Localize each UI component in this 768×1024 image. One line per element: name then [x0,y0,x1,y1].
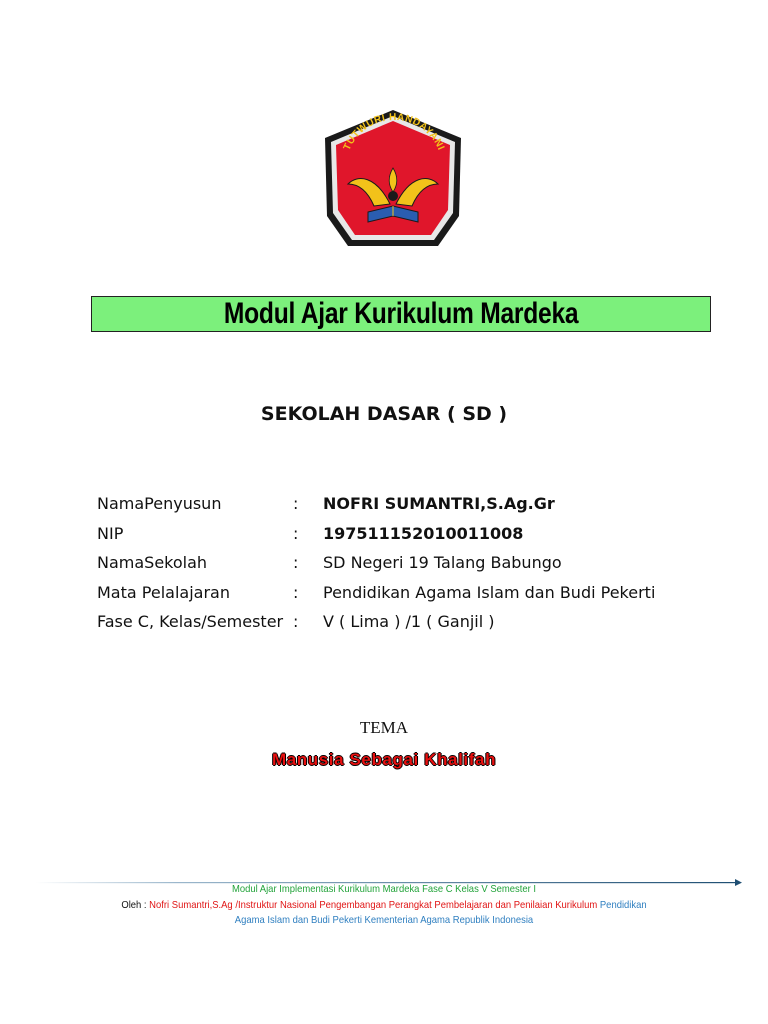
footer-author: Nofri Sumantri,S.Ag /Instruktur Nasional Pengembangan Perangkat Pembelajaran dan Penilaian Kurikulum [149,899,598,911]
footer-by-prefix: Oleh : [121,899,150,911]
info-colon: : [293,523,299,543]
theme-title: Manusia Sebagai Khalifah [271,750,497,769]
info-value: V ( Lima ) /1 ( Ganjil ) [323,612,495,631]
footer-line-1: Modul Ajar Implementasi Kurikulum Mardeka Fase C Kelas V Semester I [231,883,537,895]
info-colon: : [293,582,299,602]
info-colon: : [293,612,299,631]
footer-line-2 [38,899,729,911]
info-label: NamaPenyusun [97,494,222,513]
document-title: Modul Ajar Kurikulum Mardeka [223,297,579,330]
info-value: Pendidikan Agama Islam dan Budi Pekerti [323,582,656,602]
info-colon: : [293,553,299,572]
theme-label: TEMA [359,718,409,737]
logo-motto: TUTWURI HANDAYANI [341,111,447,153]
info-label: NIP [97,523,124,543]
info-value: SD Negeri 19 Talang Babungo [323,553,562,572]
info-colon: : [293,494,299,513]
title-banner [91,296,711,332]
info-value: NOFRI SUMANTRI,S.Ag.Gr [323,494,555,513]
school-level: SEKOLAH DASAR ( SD ) [260,403,508,425]
info-label: Mata Pelalajaran [97,582,230,602]
info-label: NamaSekolah [97,553,208,572]
logo-torch-head [388,191,398,201]
footer-dept-tail: Pendidikan [597,899,647,911]
footer-line-3: Agama Islam dan Budi Pekerti Kementerian Agama Republik Indonesia [234,914,534,926]
info-value: 197511152010011008 [323,523,524,543]
arrow-right-icon [735,879,742,886]
info-label: Fase C, Kelas/Semester [97,612,284,631]
tut-wuri-handayani-logo [318,106,468,252]
